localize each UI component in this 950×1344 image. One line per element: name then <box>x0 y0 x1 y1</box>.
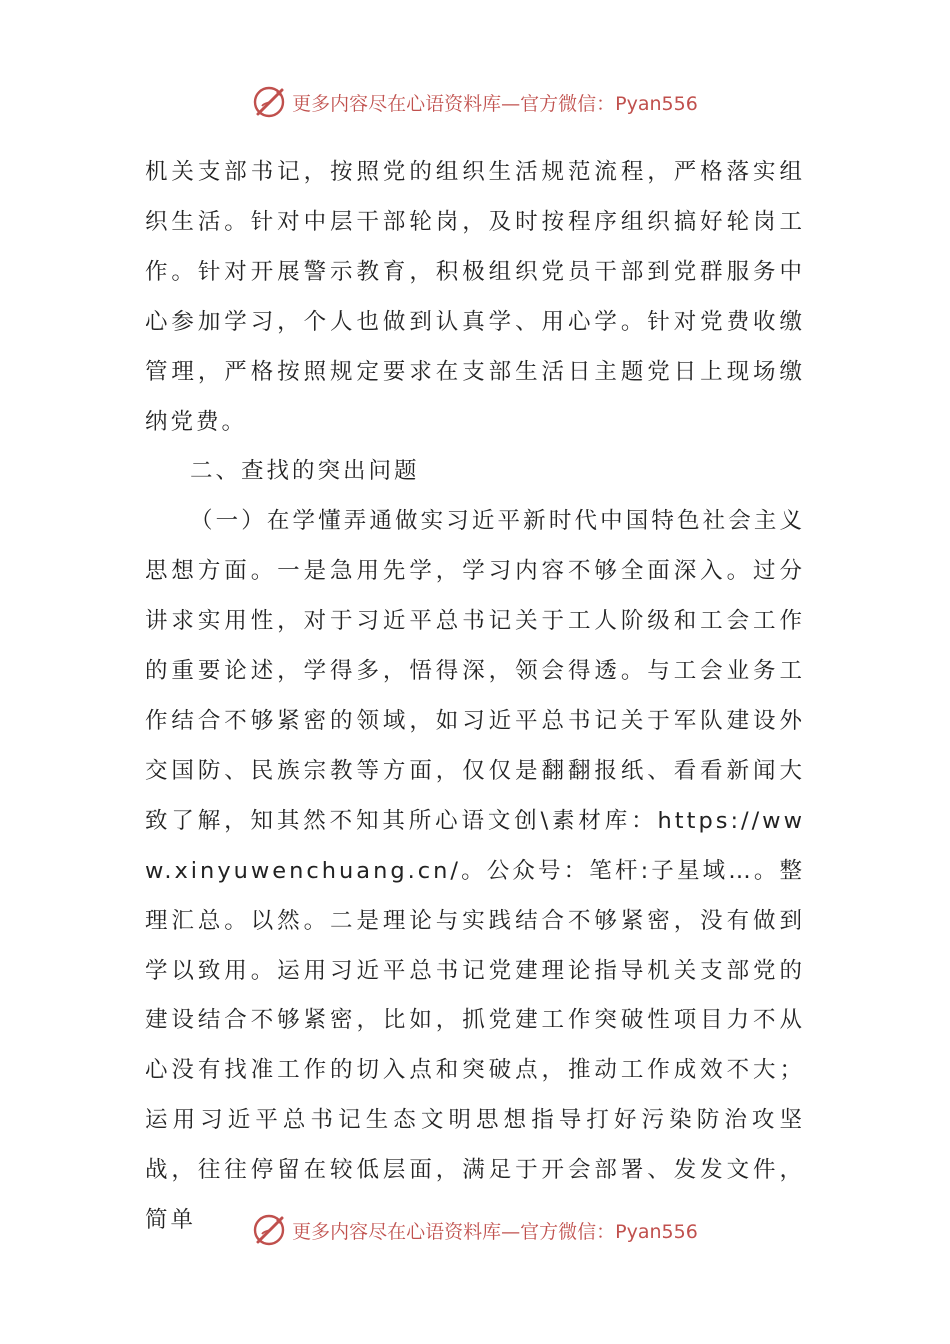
paragraph: （一）在学懂弄通做实习近平新时代中国特色社会主义思想方面。一是急用先学，学习内容不够全面深入。过分讲求实用性，对于习近平总书记关于工人阶级和工会工作的重要论述，学得多，悟得深，领会得透。与工会业务工作结合不够紧密的领域，如习近平总书记关于军队建设外交国防、民族宗教等方面，仅仅是翻翻报纸、看看新闻大致了解，知其然不知其所心语文创\素材库：https://www.xinyuwenchuang.cn/。公众号：笔杆:子星域…。整理汇总。以然。二是理论与实践结合不够紧密，没有做到学以致用。运用习近平总书记党建理论指导机关支部党的建设结合不够紧密，比如，抓党建工作突破性项目力不从心没有找准工作的切入点和突破点，推动工作成效不大；运用习近平总书记生态文明思想指导打好污染防治攻坚战，往往停留在较低层面，满足于开会部署、发发文件，简单 <box>145 508 805 1234</box>
pen-logo-icon <box>252 84 288 120</box>
header-watermark <box>0 82 950 122</box>
watermark-prefix: 更多内容尽在心语资料库—官方微信： <box>292 92 616 115</box>
document-body <box>145 148 805 1246</box>
section-heading: 二、查找的突出问题 <box>190 458 420 485</box>
watermark-wechat-id: Pyan556 <box>615 92 698 115</box>
watermark-text <box>292 89 698 116</box>
footer-watermark <box>0 1210 950 1250</box>
pen-logo-icon <box>252 1212 288 1248</box>
watermark-prefix: 更多内容尽在心语资料库—官方微信： <box>292 1220 616 1243</box>
watermark-wechat-id: Pyan556 <box>615 1220 698 1243</box>
paragraph: 机关支部书记，按照党的组织生活规范流程，严格落实组织生活。针对中层干部轮岗，及时按程序组织搞好轮岗工作。针对开展警示教育，积极组织党员干部到党群服务中心参加学习，个人也做到认真学、用心学。针对党费收缴管理，严格按照规定要求在支部生活日主题党日上现场缴纳党费。 <box>145 159 805 435</box>
watermark-text <box>292 1217 698 1244</box>
